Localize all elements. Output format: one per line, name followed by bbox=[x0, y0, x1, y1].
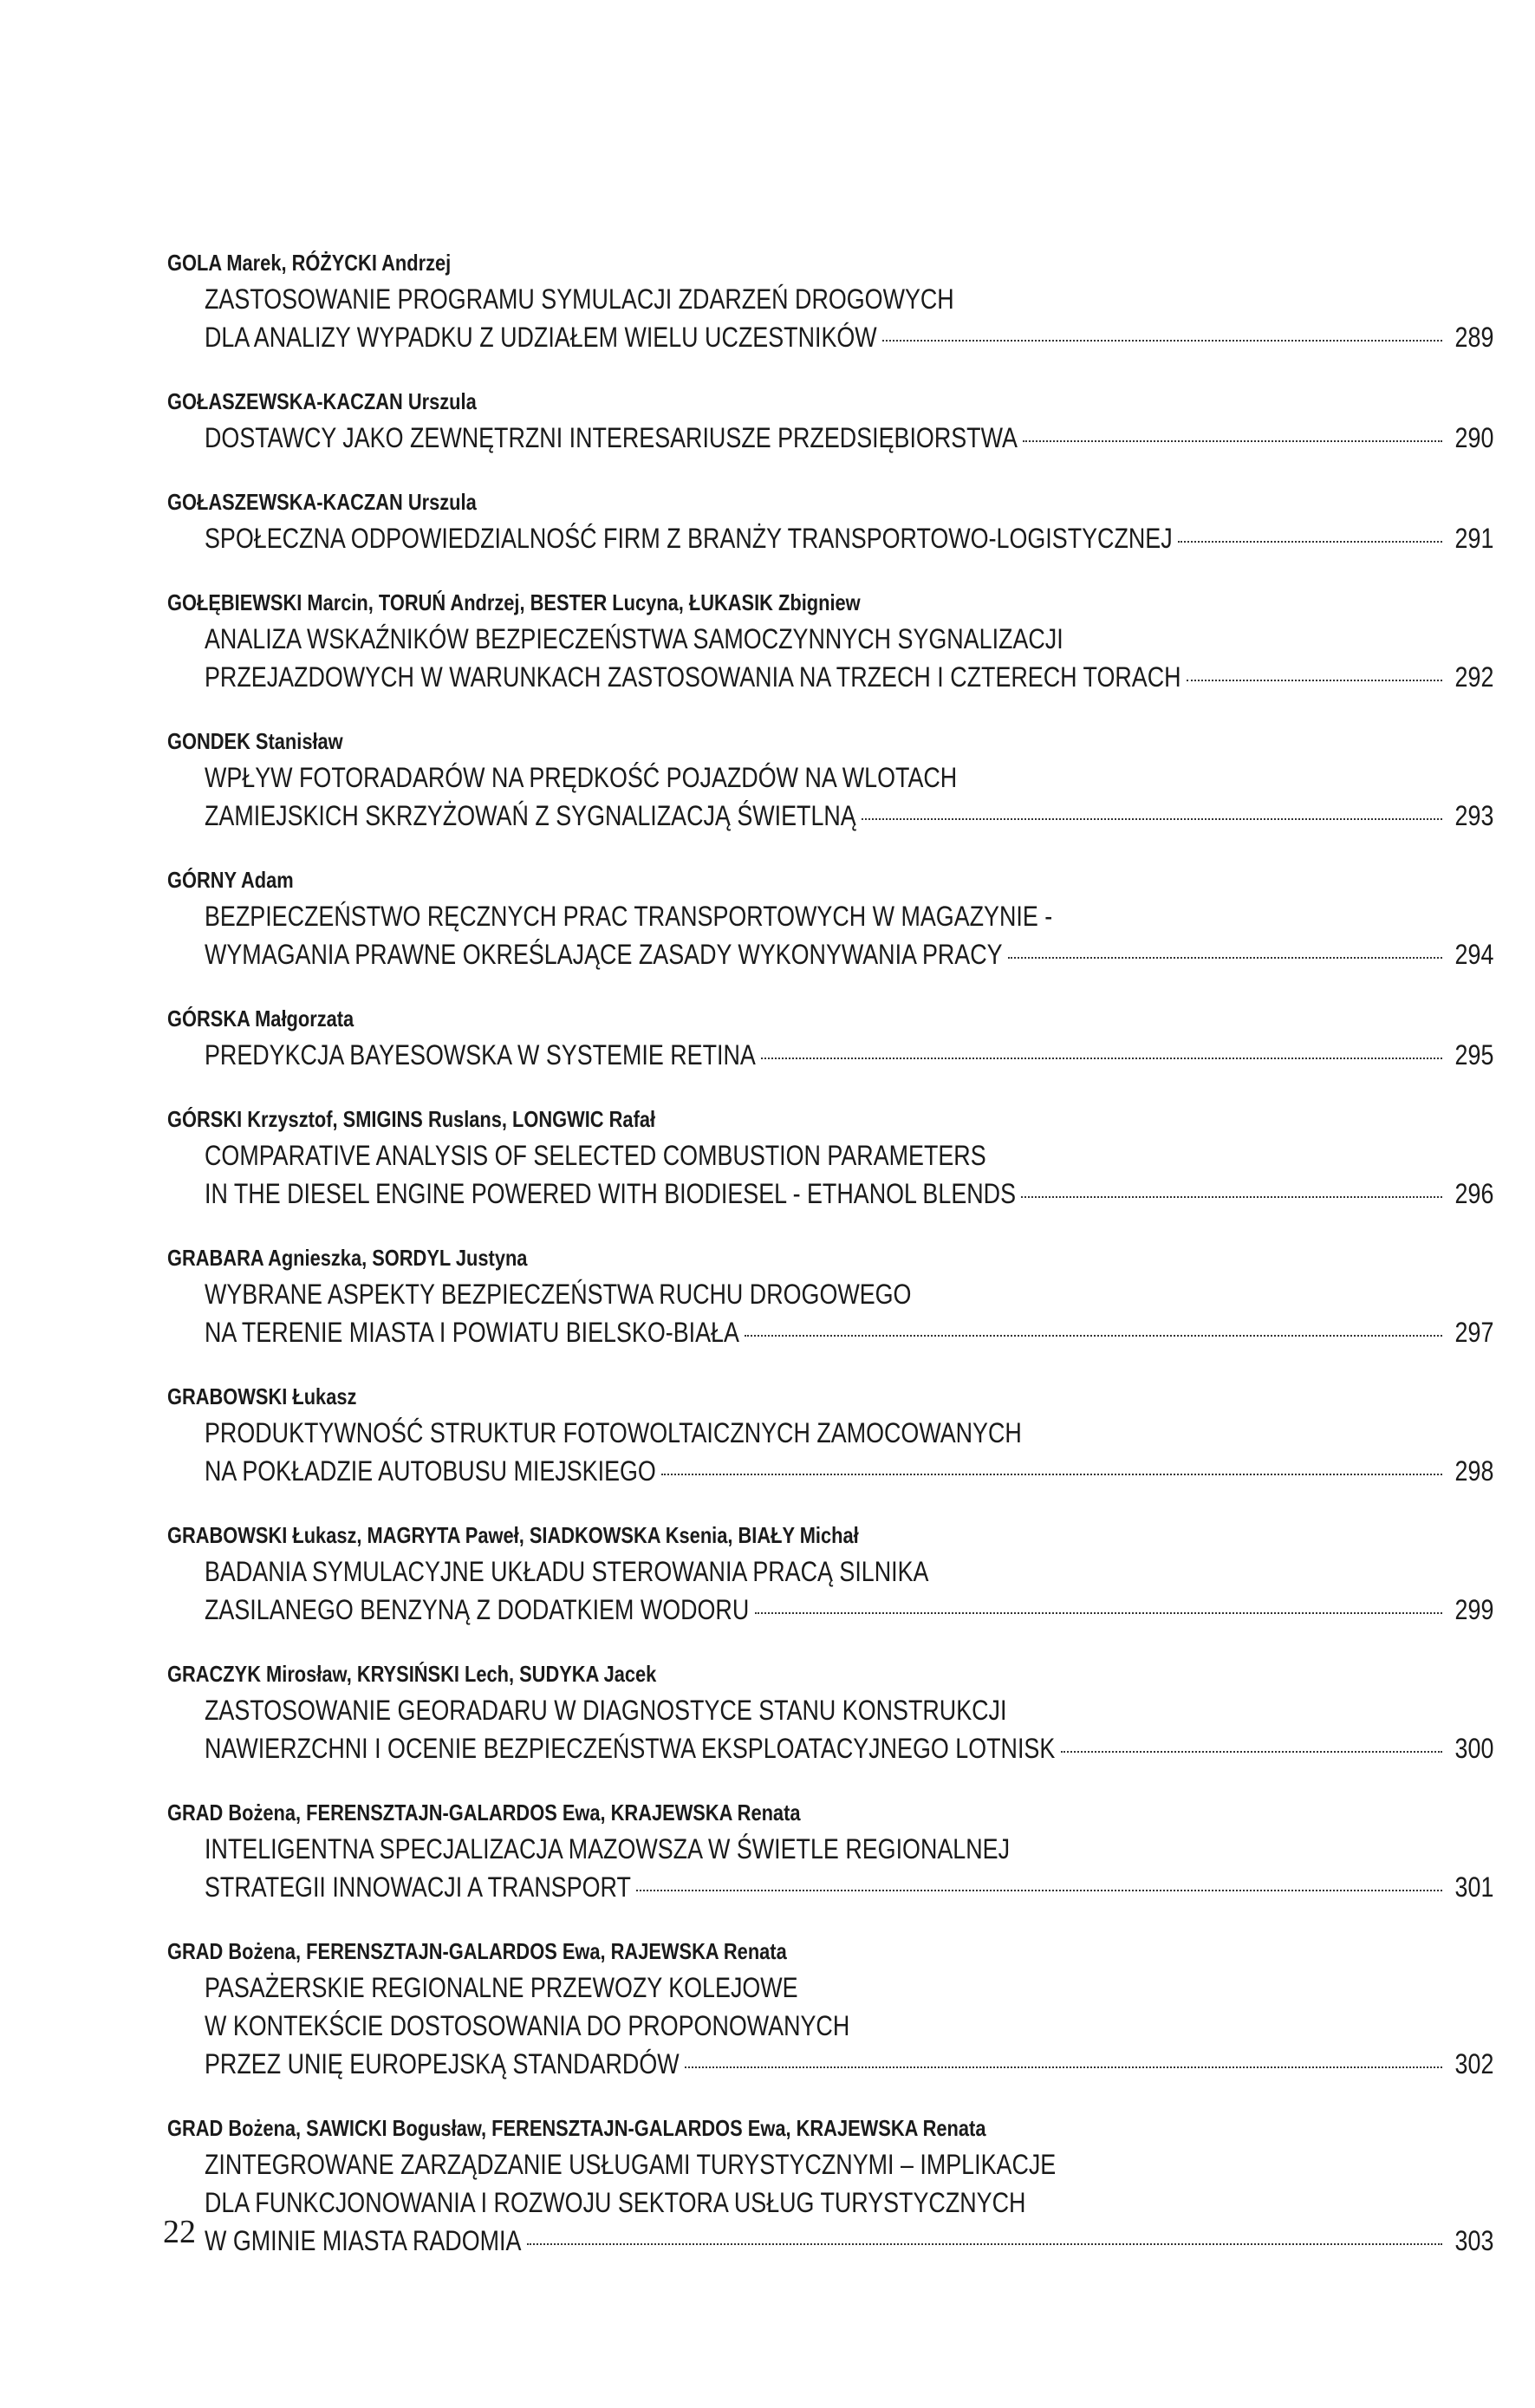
entry-title-last-wrap bbox=[205, 318, 877, 356]
entry-title-text: ZAMIEJSKICH SKRZYŻOWAŃ Z SYGNALIZACJĄ ŚWIETLNĄ bbox=[205, 800, 856, 831]
entry-title-text: ZASTOSOWANIE PROGRAMU SYMULACJI ZDARZEŃ DROGOWYCH bbox=[205, 283, 954, 315]
entry-title-last-wrap bbox=[205, 1313, 739, 1351]
entry-page-number: 297 bbox=[1454, 1317, 1493, 1348]
toc-entry bbox=[167, 245, 1493, 356]
dot-leader bbox=[761, 1058, 1442, 1059]
entry-spacer bbox=[167, 1767, 1493, 1795]
toc-entry bbox=[167, 724, 1493, 835]
entry-title-text: PRZEZ UNIĘ EUROPEJSKĄ STANDARDÓW bbox=[205, 2048, 680, 2079]
entry-authors: GOŁASZEWSKA-KACZAN Urszula bbox=[167, 489, 477, 515]
entry-title-text: W KONTEKŚCIE DOSTOSOWANIA DO PROPONOWANYCH bbox=[205, 2010, 850, 2041]
entry-title-text: DLA FUNKCJONOWANIA I ROZWOJU SEKTORA USŁUG TURYSTYCZNYCH bbox=[205, 2187, 1026, 2218]
entry-authors: GRABOWSKI Łukasz, MAGRYTA Paweł, SIADKOWSKA Ksenia, BIAŁY Michał bbox=[167, 1522, 859, 1548]
entry-title-line bbox=[167, 1136, 1493, 1175]
entry-authors: GRACZYK Mirosław, KRYSIŃSKI Lech, SUDYKA Jacek bbox=[167, 1661, 657, 1687]
entry-title-last-line bbox=[167, 1729, 1493, 1767]
entry-title-text: INTELIGENTNA SPECJALIZACJA MAZOWSZA W ŚWIETLE REGIONALNEJ bbox=[205, 1833, 1011, 1865]
entry-spacer bbox=[167, 2083, 1493, 2111]
entry-spacer bbox=[167, 356, 1493, 384]
entry-title-last-line bbox=[167, 1036, 1493, 1074]
entry-title-text: NA TERENIE MIASTA I POWIATU BIELSKO-BIAŁA bbox=[205, 1317, 739, 1348]
entry-title-line bbox=[167, 2007, 1493, 2045]
entry-authors: GRAD Bożena, FERENSZTAJN-GALARDOS Ewa, RAJEWSKA Renata bbox=[167, 1938, 787, 1964]
dot-leader bbox=[1178, 541, 1442, 543]
entry-title-last-line bbox=[167, 658, 1493, 696]
entry-page-number: 299 bbox=[1454, 1594, 1493, 1625]
entry-title-line bbox=[167, 1969, 1493, 2007]
entry-authors: GÓRSKA Małgorzata bbox=[167, 1006, 354, 1032]
dot-leader bbox=[1008, 957, 1442, 959]
entry-spacer bbox=[167, 557, 1493, 585]
dot-leader bbox=[1187, 680, 1442, 681]
entry-spacer bbox=[167, 1490, 1493, 1518]
entry-title-line bbox=[167, 2145, 1493, 2183]
toc-entry bbox=[167, 1656, 1493, 1767]
entry-title-last-wrap bbox=[205, 1591, 750, 1629]
entry-page-number: 302 bbox=[1454, 2048, 1493, 2079]
toc-entry bbox=[167, 1518, 1493, 1629]
entry-title-text: PRODUKTYWNOŚĆ STRUKTUR FOTOWOLTAICZNYCH ZAMOCOWANYCH bbox=[205, 1417, 1022, 1448]
entry-title-last-wrap bbox=[205, 935, 1003, 973]
entry-title-last-wrap bbox=[205, 2045, 680, 2083]
entry-title-last-wrap bbox=[205, 1729, 1056, 1767]
entry-title-last-line bbox=[167, 1868, 1493, 1906]
entry-page-number: 289 bbox=[1454, 322, 1493, 353]
entry-authors: GÓRSKI Krzysztof, SMIGINS Ruslans, LONGWIC Rafał bbox=[167, 1106, 656, 1132]
dot-leader bbox=[755, 1612, 1442, 1614]
entry-title-last-line bbox=[167, 318, 1493, 356]
toc-entry bbox=[167, 862, 1493, 973]
entry-title-line bbox=[167, 620, 1493, 658]
entry-page-number: 301 bbox=[1454, 1871, 1493, 1903]
entry-title-last-wrap bbox=[205, 1868, 631, 1906]
entry-title-text: BADANIA SYMULACYJNE UKŁADU STEROWANIA PRACĄ SILNIKA bbox=[205, 1556, 929, 1587]
entry-title-last-line bbox=[167, 519, 1493, 557]
entry-title-text: DLA ANALIZY WYPADKU Z UDZIAŁEM WIELU UCZESTNIKÓW bbox=[205, 322, 877, 353]
entry-title-last-wrap bbox=[205, 1036, 756, 1074]
toc-entry bbox=[167, 485, 1493, 557]
entry-title-last-line bbox=[167, 2222, 1493, 2260]
entry-spacer bbox=[167, 1906, 1493, 1934]
entry-title-text: COMPARATIVE ANALYSIS OF SELECTED COMBUSTION PARAMETERS bbox=[205, 1140, 986, 1171]
entry-page-number: 298 bbox=[1454, 1455, 1493, 1487]
entry-page-number: 294 bbox=[1454, 939, 1493, 970]
entry-authors: GRABOWSKI Łukasz bbox=[167, 1383, 357, 1409]
entry-authors: GRAD Bożena, FERENSZTAJN-GALARDOS Ewa, KRAJEWSKA Renata bbox=[167, 1799, 801, 1826]
entry-page-number: 295 bbox=[1454, 1039, 1493, 1071]
entry-title-text: PREDYKCJA BAYESOWSKA W SYSTEMIE RETINA bbox=[205, 1039, 756, 1071]
entry-title-line bbox=[167, 758, 1493, 797]
entry-title-text: ANALIZA WSKAŹNIKÓW BEZPIECZEŃSTWA SAMOCZYNNYCH SYGNALIZACJI bbox=[205, 623, 1063, 654]
dot-leader bbox=[882, 340, 1442, 342]
entry-title-line bbox=[167, 1691, 1493, 1729]
dot-leader bbox=[1061, 1751, 1442, 1753]
entry-title-line bbox=[167, 1414, 1493, 1452]
entry-title-last-line bbox=[167, 1175, 1493, 1213]
entry-page-number: 303 bbox=[1454, 2225, 1493, 2256]
entry-spacer bbox=[167, 696, 1493, 724]
toc-entry bbox=[167, 384, 1493, 457]
entry-spacer bbox=[167, 1074, 1493, 1102]
toc-entry bbox=[167, 1001, 1493, 1074]
entry-title-last-line bbox=[167, 797, 1493, 835]
toc-entry bbox=[167, 2111, 1493, 2260]
entry-title-last-line bbox=[167, 1591, 1493, 1629]
entry-title-last-line bbox=[167, 1313, 1493, 1351]
entry-page-number: 300 bbox=[1454, 1733, 1493, 1764]
dot-leader bbox=[661, 1474, 1442, 1475]
entry-title-last-wrap bbox=[205, 658, 1181, 696]
entry-title-text: PASAŻERSKIE REGIONALNE PRZEWOZY KOLEJOWE bbox=[205, 1972, 798, 2003]
entry-title-line bbox=[167, 897, 1493, 935]
dot-leader bbox=[636, 1890, 1442, 1891]
entry-title-text: PRZEJAZDOWYCH W WARUNKACH ZASTOSOWANIA NA TRZECH I CZTERECH TORACH bbox=[205, 661, 1181, 693]
entry-title-text: BEZPIECZEŃSTWO RĘCZNYCH PRAC TRANSPORTOWYCH W MAGAZYNIE - bbox=[205, 901, 1053, 932]
entry-title-last-wrap bbox=[205, 519, 1173, 557]
dot-leader bbox=[862, 818, 1442, 820]
toc-entry bbox=[167, 1934, 1493, 2083]
entry-authors: GOLA Marek, RÓŻYCKI Andrzej bbox=[167, 250, 452, 276]
table-of-contents bbox=[167, 245, 1493, 2260]
entry-title-last-line bbox=[167, 935, 1493, 973]
entry-title-last-line bbox=[167, 2045, 1493, 2083]
entry-title-last-wrap bbox=[205, 1452, 656, 1490]
entry-title-line bbox=[167, 2183, 1493, 2222]
page-number: 22 bbox=[163, 2214, 196, 2250]
entry-title-line bbox=[167, 280, 1493, 318]
entry-authors: GONDEK Stanisław bbox=[167, 728, 343, 754]
toc-entry bbox=[167, 1102, 1493, 1213]
entry-spacer bbox=[167, 835, 1493, 862]
entry-page-number: 291 bbox=[1454, 523, 1493, 554]
entry-title-text: STRATEGII INNOWACJI A TRANSPORT bbox=[205, 1871, 631, 1903]
toc-entry bbox=[167, 1379, 1493, 1490]
entry-title-text: ZASTOSOWANIE GEORADARU W DIAGNOSTYCE STANU KONSTRUKCJI bbox=[205, 1695, 1007, 1726]
entry-title-text: NA POKŁADZIE AUTOBUSU MIEJSKIEGO bbox=[205, 1455, 656, 1487]
entry-title-text: ZASILANEGO BENZYNĄ Z DODATKIEM WODORU bbox=[205, 1594, 750, 1625]
toc-entry bbox=[167, 585, 1493, 696]
dot-leader bbox=[745, 1335, 1442, 1337]
entry-authors: GRABARA Agnieszka, SORDYL Justyna bbox=[167, 1245, 528, 1271]
entry-title-text: WYBRANE ASPEKTY BEZPIECZEŃSTWA RUCHU DROGOWEGO bbox=[205, 1279, 912, 1310]
entry-spacer bbox=[167, 973, 1493, 1001]
entry-page-number: 292 bbox=[1454, 661, 1493, 693]
dot-leader bbox=[685, 2066, 1442, 2068]
entry-title-text: W GMINIE MIASTA RADOMIA bbox=[205, 2225, 522, 2256]
entry-title-text: SPOŁECZNA ODPOWIEDZIALNOŚĆ FIRM Z BRANŻY TRANSPORTOWO-LOGISTYCZNEJ bbox=[205, 523, 1173, 554]
entry-title-text: IN THE DIESEL ENGINE POWERED WITH BIODIESEL - ETHANOL BLENDS bbox=[205, 1178, 1016, 1209]
entry-authors: GRAD Bożena, SAWICKI Bogusław, FERENSZTAJN-GALARDOS Ewa, KRAJEWSKA Renata bbox=[167, 2115, 986, 2141]
toc-entry bbox=[167, 1240, 1493, 1351]
entry-title-last-wrap bbox=[205, 797, 856, 835]
entry-authors: GOŁĘBIEWSKI Marcin, TORUŃ Andrzej, BESTER Lucyna, ŁUKASIK Zbigniew bbox=[167, 589, 861, 615]
entry-title-line bbox=[167, 1275, 1493, 1313]
entry-title-line bbox=[167, 1830, 1493, 1868]
entry-page-number: 290 bbox=[1454, 422, 1493, 453]
entry-title-last-wrap bbox=[205, 1175, 1016, 1213]
entry-title-text: NAWIERZCHNI I OCENIE BEZPIECZEŃSTWA EKSPLOATACYJNEGO LOTNISK bbox=[205, 1733, 1056, 1764]
entry-title-last-wrap bbox=[205, 2222, 522, 2260]
entry-title-text: DOSTAWCY JAKO ZEWNĘTRZNI INTERESARIUSZE PRZEDSIĘBIORSTWA bbox=[205, 422, 1018, 453]
entry-title-last-wrap bbox=[205, 419, 1018, 457]
entry-title-last-line bbox=[167, 419, 1493, 457]
dot-leader bbox=[527, 2243, 1442, 2245]
toc-entry bbox=[167, 1795, 1493, 1906]
entry-title-last-line bbox=[167, 1452, 1493, 1490]
entry-authors: GOŁASZEWSKA-KACZAN Urszula bbox=[167, 388, 477, 414]
entry-authors: GÓRNY Adam bbox=[167, 867, 294, 893]
entry-title-text: ZINTEGROWANE ZARZĄDZANIE USŁUGAMI TURYSTYCZNYMI – IMPLIKACJE bbox=[205, 2149, 1057, 2180]
entry-title-line bbox=[167, 1552, 1493, 1591]
entry-spacer bbox=[167, 1629, 1493, 1656]
dot-leader bbox=[1023, 440, 1442, 442]
entry-spacer bbox=[167, 1213, 1493, 1240]
entry-page-number: 296 bbox=[1454, 1178, 1493, 1209]
dot-leader bbox=[1021, 1196, 1442, 1198]
entry-title-text: WPŁYW FOTORADARÓW NA PRĘDKOŚĆ POJAZDÓW NA WLOTACH bbox=[205, 762, 958, 793]
entry-title-text: WYMAGANIA PRAWNE OKREŚLAJĄCE ZASADY WYKONYWANIA PRACY bbox=[205, 939, 1003, 970]
entry-spacer bbox=[167, 1351, 1493, 1379]
entry-page-number: 293 bbox=[1454, 800, 1493, 831]
entry-spacer bbox=[167, 457, 1493, 485]
